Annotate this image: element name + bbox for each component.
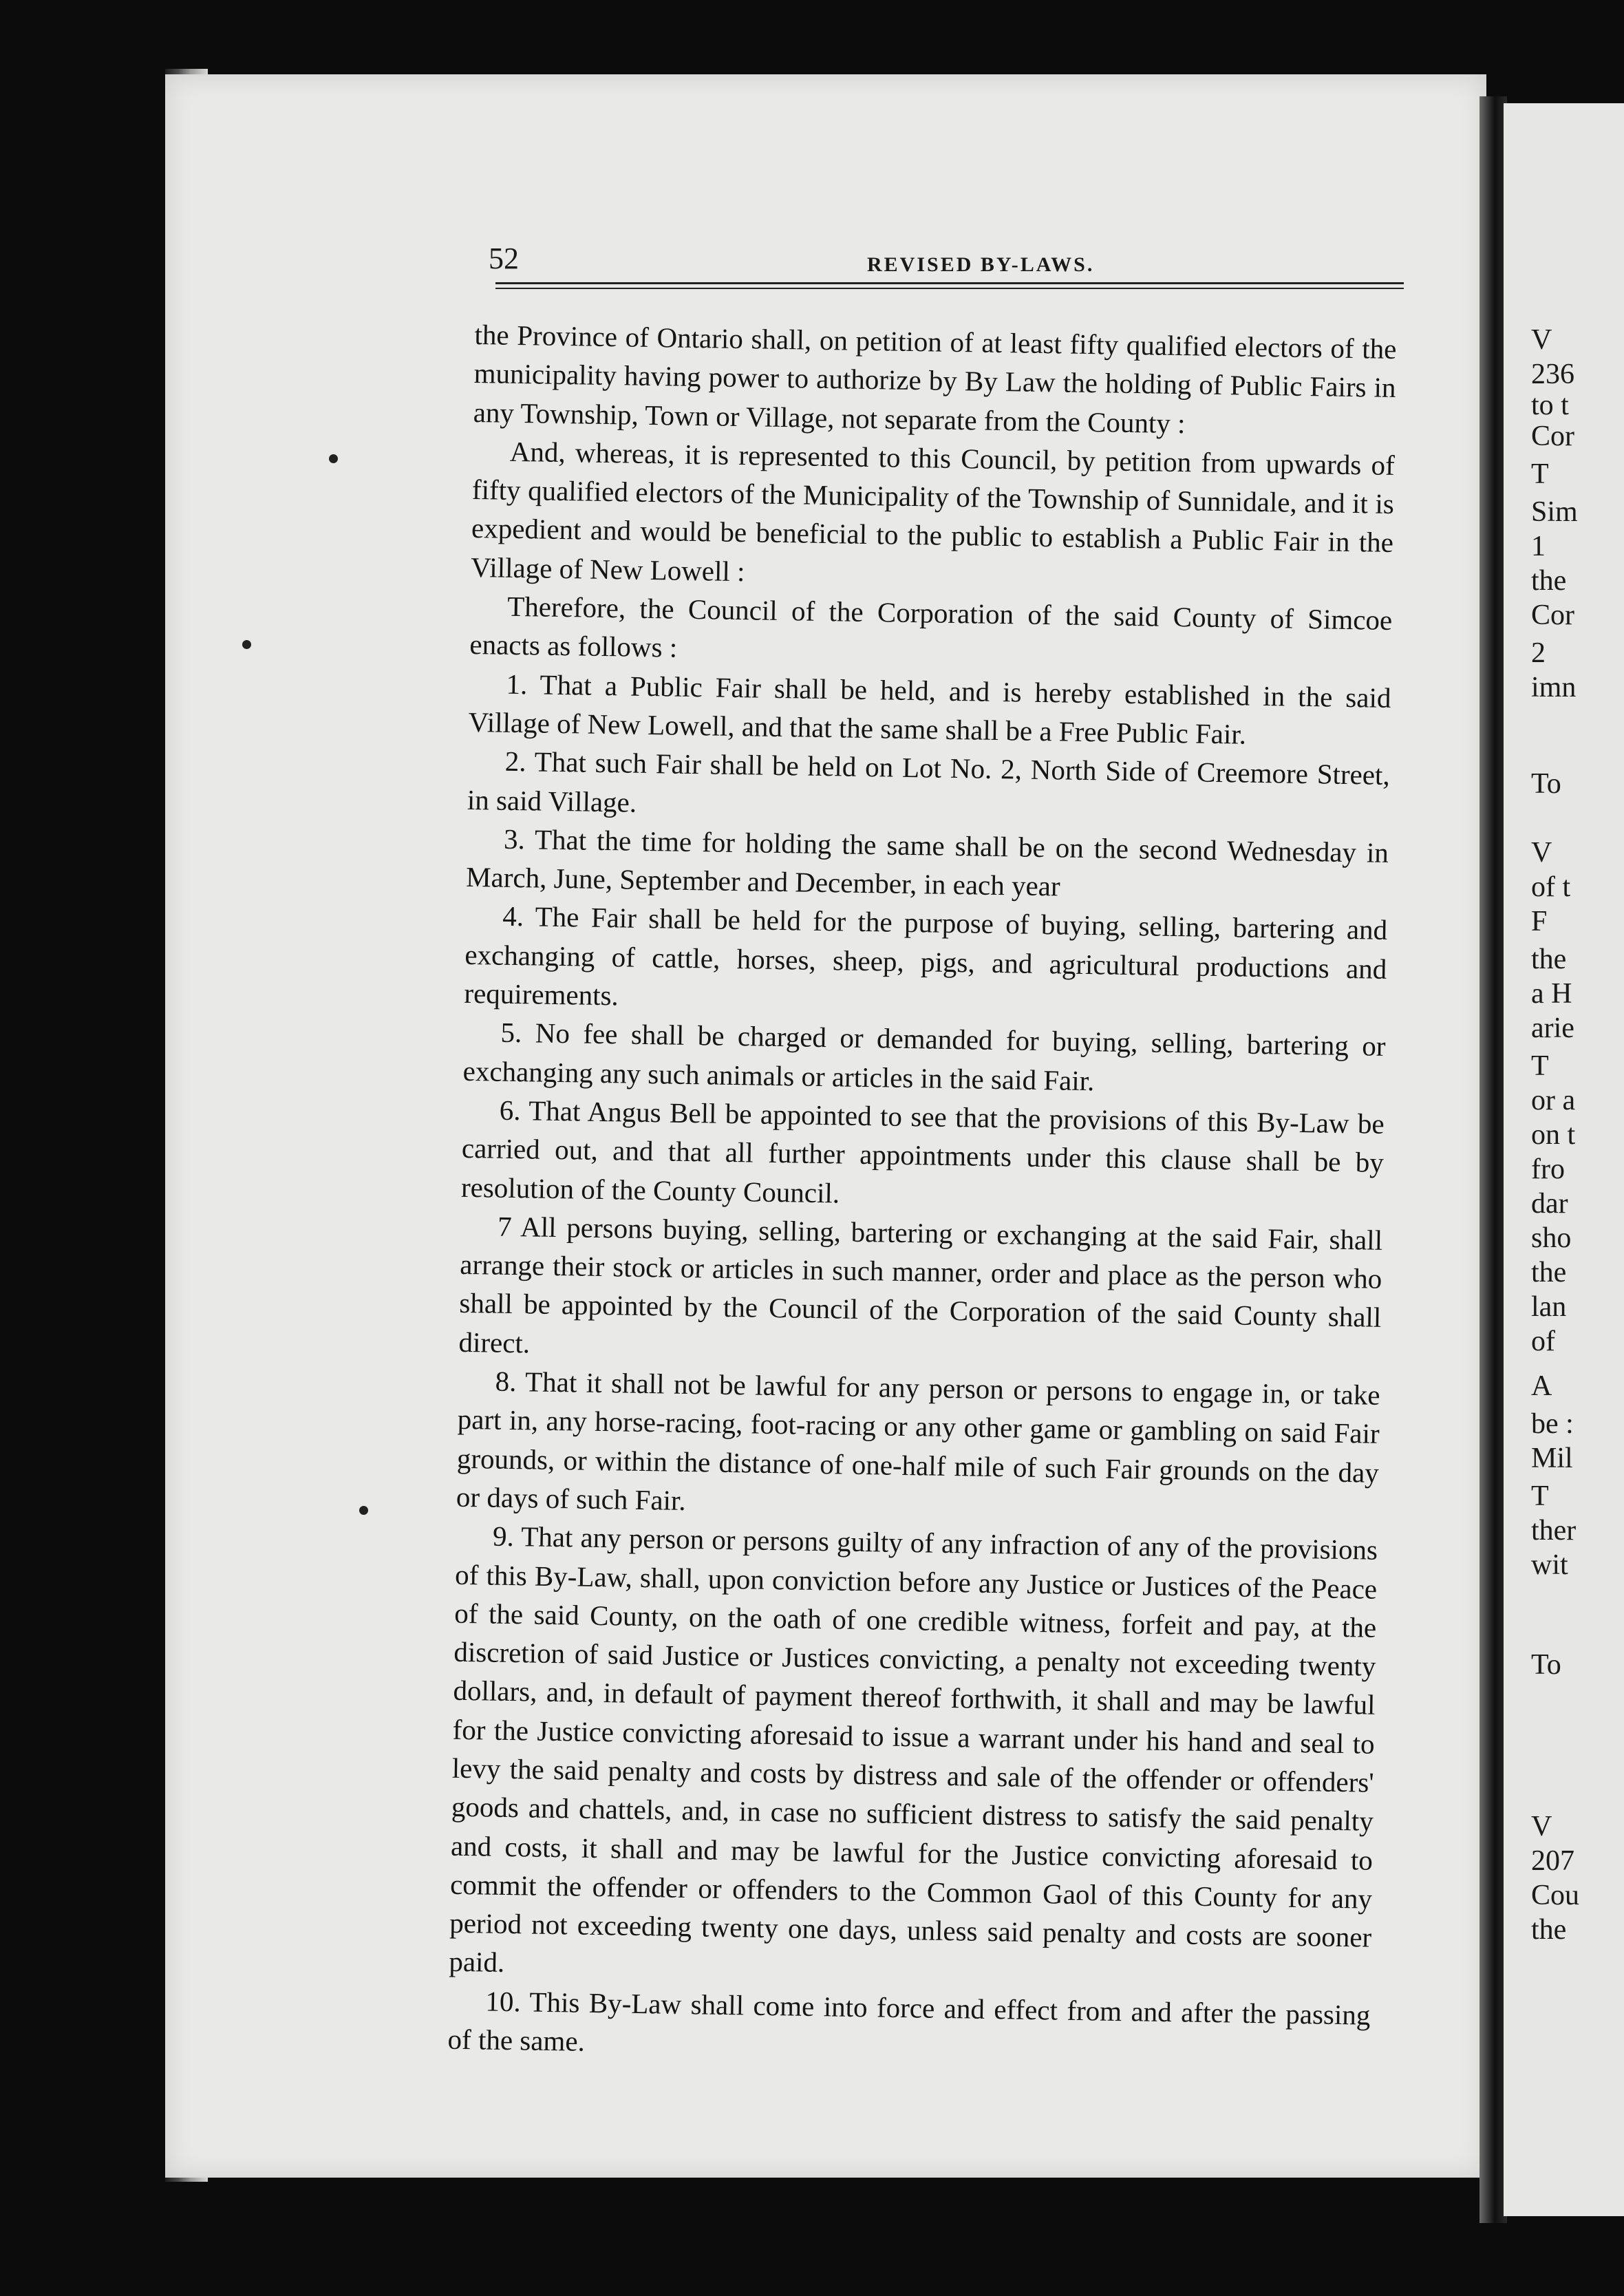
facing-page-fragment: lan	[1531, 1291, 1567, 1323]
facing-page-fragment: Cou	[1531, 1880, 1580, 1911]
paragraph: the Province of Ontario shall, on petition of at least fifty qualified electors of the municipality having power to authorize by By Law the holding of Public Fairs in any Township, Town or Village, not separate from the County :	[473, 318, 1397, 439]
paragraph: 7 All persons buying, selling, bartering or exchanging at the said Fair, shall arrange their stock or articles in such manner, order and place as the person who shall be appointed by the Council of the Corporation of the said County shall direct.	[458, 1210, 1383, 1359]
margin-mark	[242, 640, 251, 649]
header-rule-top	[495, 282, 1404, 284]
facing-page-fragment: fro	[1531, 1154, 1565, 1185]
facing-page-fragment: the	[1531, 565, 1567, 597]
facing-page-fragment: on t	[1531, 1119, 1576, 1151]
facing-page-fragment: of t	[1531, 871, 1571, 903]
bylaw-text	[447, 315, 1397, 2073]
facing-page-fragment: be :	[1531, 1408, 1574, 1440]
paragraph: Therefore, the Council of the Corporation of the said County of Simcoe enacts as follows :	[469, 590, 1393, 664]
paragraph: And, whereas, it is represented to this Council, by petition from upwards of fifty qualified electors of the Municipality of the Township of Sunnidale, and it is expedient and would be beneficial to the public to establish a Public Fair in the Village of New Lowell :	[470, 435, 1396, 587]
facing-page-fragment: Cor	[1531, 599, 1574, 631]
facing-page-fragment: wit	[1531, 1549, 1568, 1581]
paragraph: 8. That it shall not be lawful for any person or persons to engage in, or take part in, any horse-racing, foot-racing or any other game or gambling on said Fair grounds, or within the distance of one-half mile of such Fair grounds on the day or days of such Fair.	[456, 1365, 1380, 1516]
facing-page-fragment: To	[1531, 768, 1561, 800]
facing-page-fragment: T	[1531, 1050, 1549, 1082]
paragraph: 9. That any person or persons guilty of any infraction of any of the provisions of this By-Law, shall, upon conviction before any Justice or Justices of the Peace of the said County, on the oath of one credible witness, forfeit and pay, at the discretion of said Justice or Justices convicting, a penalty not exceeding twenty dollars, and, in default of payment thereof forthwith, it shall and may be lawful for the Justice convicting aforesaid to issue a warrant under his hand and seal to levy the said penalty and costs by distress and sale of the offender or offenders' goods and chattels, and, in case no sufficient distress to satisfy the said penalty and costs, it shall and may be lawful for the Justice convicting aforesaid to commit the offender or offenders to the Common Gaol of this County for any period not exceeding twenty one days, unless said penalty and costs are sooner paid.	[449, 1520, 1378, 1979]
facing-page-fragment: of	[1531, 1326, 1555, 1357]
facing-page-fragment: V	[1531, 1811, 1552, 1842]
facing-page-fragment: the	[1531, 944, 1567, 975]
facing-page-fragment: to t	[1531, 390, 1569, 421]
facing-page-fragment: 236	[1531, 359, 1574, 390]
facing-page-fragment: 1	[1531, 531, 1546, 562]
paragraph: 5. No fee shall be charged or demanded for buying, selling, bartering or exchanging any such animals or articles in the said Fair.	[462, 1017, 1386, 1096]
facing-page-fragment: Sim	[1531, 496, 1578, 528]
facing-page-fragment: A	[1531, 1370, 1552, 1402]
facing-page-fragment: V	[1531, 837, 1552, 869]
margin-mark	[329, 454, 338, 463]
running-head: REVISED BY-LAWS.	[867, 253, 1095, 276]
paragraph: 10. This By-Law shall come into force and effect from and after the passing of the same.	[447, 1985, 1371, 2057]
paragraph: 1. That a Public Fair shall be held, and is hereby established in the said Village of New Lowell, and that the same shall be a Free Public Fair.	[468, 668, 1391, 750]
header-rule-bottom	[495, 288, 1404, 289]
facing-page-fragment: ther	[1531, 1515, 1577, 1546]
facing-page-fragment: F	[1531, 906, 1548, 937]
page-number: 52	[489, 242, 519, 275]
facing-page-fragment: arie	[1531, 1012, 1574, 1044]
facing-page-fragment: imn	[1531, 672, 1577, 703]
facing-page-fragment: To	[1531, 1649, 1561, 1681]
facing-page-fragment: V	[1531, 324, 1552, 356]
paragraph: 2. That such Fair shall be held on Lot No. 2, North Side of Creemore Street, in said Village.	[467, 745, 1391, 818]
facing-page-edge	[1504, 103, 1624, 2216]
facing-page-fragment: sho	[1531, 1222, 1572, 1254]
facing-page-fragment: the	[1531, 1914, 1567, 1946]
facing-page-fragment: dar	[1531, 1188, 1568, 1220]
page-gutter	[1479, 96, 1507, 2223]
facing-page-fragment: the	[1531, 1257, 1567, 1288]
facing-page-fragment: T	[1531, 458, 1549, 490]
paragraph: 4. The Fair shall be held for the purpose of buying, selling, bartering and exchanging of cattle, horses, sheep, pigs, and agricultural productions and requirements.	[464, 900, 1388, 1012]
facing-page-fragment: Mil	[1531, 1443, 1573, 1474]
paragraph: 3. That the time for holding the same shall be on the second Wednesday in March, June, September and December, in each year	[465, 822, 1389, 902]
page-header	[489, 241, 1404, 282]
facing-page-fragment: 2	[1531, 637, 1546, 669]
facing-page-fragment: Cor	[1531, 421, 1574, 452]
facing-page-fragment: T	[1531, 1480, 1549, 1512]
facing-page-fragment: a H	[1531, 978, 1572, 1010]
paragraph: 6. That Angus Bell be appointed to see that the provisions of this By-Law be carried out, and that all further appointments under this clause shall be by resolution of the County Council.	[460, 1094, 1385, 1209]
facing-page-fragment: or a	[1531, 1085, 1576, 1116]
facing-page-fragment: 207	[1531, 1845, 1574, 1877]
margin-mark	[359, 1506, 368, 1515]
